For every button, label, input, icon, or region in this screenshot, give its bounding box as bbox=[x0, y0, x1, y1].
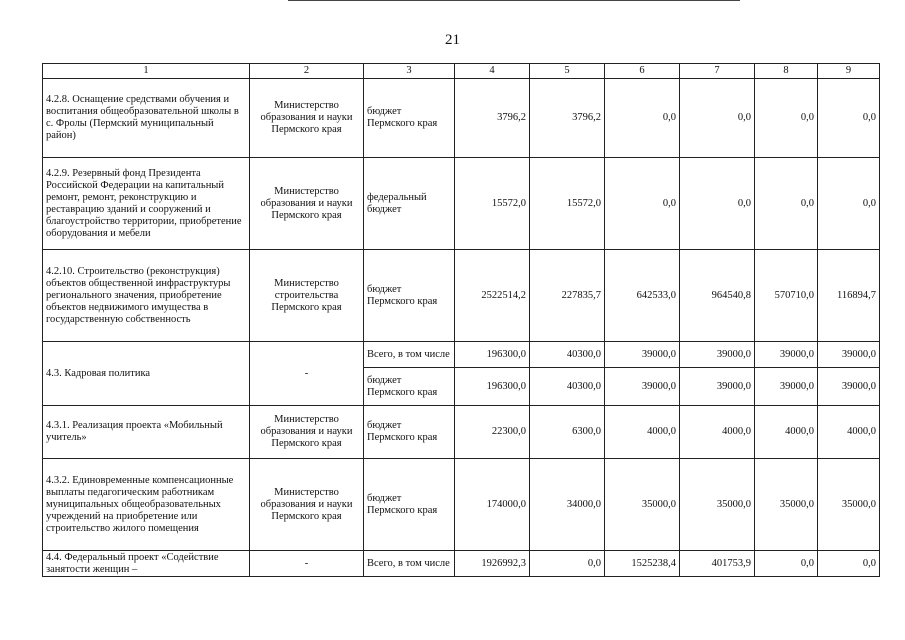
amount-cell: 116894,7 bbox=[818, 250, 880, 342]
amount-cell: 39000,0 bbox=[680, 342, 755, 368]
executor-cell: Министерство образования и науки Пермского края bbox=[250, 79, 364, 158]
amount-cell: 0,0 bbox=[605, 79, 680, 158]
measure-name: 4.4. Федеральный проект «Содействие занятости женщин – bbox=[43, 551, 250, 577]
amount-cell: 570710,0 bbox=[755, 250, 818, 342]
amount-cell: 4000,0 bbox=[755, 406, 818, 459]
amount-cell: 15572,0 bbox=[530, 158, 605, 250]
amount-cell: 6300,0 bbox=[530, 406, 605, 459]
table-row bbox=[43, 459, 880, 551]
table-row bbox=[43, 158, 880, 250]
funding-source-cell: бюджет Пермского края bbox=[364, 406, 455, 459]
top-rule bbox=[288, 0, 740, 1]
measure-name: 4.3.2. Единовременные компенсационные выплаты педагогическим работникам муниципальных общеобразовательных учреждений на приобретение или строительство жилого помещения bbox=[43, 459, 250, 551]
amount-cell: 39000,0 bbox=[680, 368, 755, 406]
column-number: 2 bbox=[250, 64, 364, 79]
amount-cell: 22300,0 bbox=[455, 406, 530, 459]
table-row bbox=[43, 406, 880, 459]
amount-cell: 40300,0 bbox=[530, 368, 605, 406]
table-row bbox=[43, 551, 880, 577]
amount-cell: 964540,8 bbox=[680, 250, 755, 342]
amount-cell: 39000,0 bbox=[818, 368, 880, 406]
column-number: 4 bbox=[455, 64, 530, 79]
amount-cell: 0,0 bbox=[755, 551, 818, 577]
amount-cell: 174000,0 bbox=[455, 459, 530, 551]
amount-cell: 4000,0 bbox=[818, 406, 880, 459]
executor-cell: Министерство образования и науки Пермского края bbox=[250, 158, 364, 250]
amount-cell: 401753,9 bbox=[680, 551, 755, 577]
amount-cell: 1525238,4 bbox=[605, 551, 680, 577]
amount-cell: 39000,0 bbox=[605, 342, 680, 368]
funding-source-cell: Всего, в том числе bbox=[364, 342, 455, 368]
amount-cell: 15572,0 bbox=[455, 158, 530, 250]
amount-cell: 40300,0 bbox=[530, 342, 605, 368]
amount-cell: 196300,0 bbox=[455, 342, 530, 368]
column-number: 9 bbox=[818, 64, 880, 79]
measure-name: 4.3.1. Реализация проекта «Мобильный учитель» bbox=[43, 406, 250, 459]
amount-cell: 0,0 bbox=[755, 79, 818, 158]
column-number: 5 bbox=[530, 64, 605, 79]
amount-cell: 0,0 bbox=[680, 158, 755, 250]
table-row bbox=[43, 342, 880, 368]
funding-source-cell: Всего, в том числе bbox=[364, 551, 455, 577]
amount-cell: 39000,0 bbox=[755, 342, 818, 368]
amount-cell: 2522514,2 bbox=[455, 250, 530, 342]
amount-cell: 39000,0 bbox=[755, 368, 818, 406]
amount-cell: 3796,2 bbox=[455, 79, 530, 158]
table-row bbox=[43, 250, 880, 342]
amount-cell: 227835,7 bbox=[530, 250, 605, 342]
column-number: 6 bbox=[605, 64, 680, 79]
column-number: 7 bbox=[680, 64, 755, 79]
measure-name: 4.2.8. Оснащение средствами обучения и воспитания общеобразовательной школы в с. Фролы (Пермский муниципальный район) bbox=[43, 79, 250, 158]
column-number: 1 bbox=[43, 64, 250, 79]
amount-cell: 4000,0 bbox=[680, 406, 755, 459]
amount-cell: 39000,0 bbox=[605, 368, 680, 406]
executor-cell: - bbox=[250, 342, 364, 406]
amount-cell: 35000,0 bbox=[755, 459, 818, 551]
measure-name: 4.2.9. Резервный фонд Президента Российской Федерации на капитальный ремонт, ремонт, реконструкцию и реставрацию зданий и сооружений и благоустройство территории, приобретение оборудования и мебели bbox=[43, 158, 250, 250]
funding-source-cell: федеральный бюджет bbox=[364, 158, 455, 250]
amount-cell: 0,0 bbox=[818, 79, 880, 158]
amount-cell: 0,0 bbox=[755, 158, 818, 250]
column-number: 8 bbox=[755, 64, 818, 79]
amount-cell: 0,0 bbox=[530, 551, 605, 577]
page-number: 21 bbox=[445, 32, 460, 48]
amount-cell: 35000,0 bbox=[605, 459, 680, 551]
amount-cell: 4000,0 bbox=[605, 406, 680, 459]
amount-cell: 1926992,3 bbox=[455, 551, 530, 577]
column-number: 3 bbox=[364, 64, 455, 79]
amount-cell: 642533,0 bbox=[605, 250, 680, 342]
amount-cell: 3796,2 bbox=[530, 79, 605, 158]
amount-cell: 196300,0 bbox=[455, 368, 530, 406]
executor-cell: Министерство образования и науки Пермского края bbox=[250, 406, 364, 459]
measure-name: 4.3. Кадровая политика bbox=[43, 342, 250, 406]
funding-source-cell: бюджет Пермского края bbox=[364, 250, 455, 342]
amount-cell: 35000,0 bbox=[680, 459, 755, 551]
funding-source-cell: бюджет Пермского края bbox=[364, 459, 455, 551]
executor-cell: Министерство образования и науки Пермского края bbox=[250, 459, 364, 551]
executor-cell: Министерство строительства Пермского края bbox=[250, 250, 364, 342]
amount-cell: 0,0 bbox=[680, 79, 755, 158]
amount-cell: 35000,0 bbox=[818, 459, 880, 551]
amount-cell: 0,0 bbox=[605, 158, 680, 250]
column-number-row bbox=[43, 64, 880, 79]
table-row bbox=[43, 79, 880, 158]
funding-source-cell: бюджет Пермского края bbox=[364, 79, 455, 158]
amount-cell: 39000,0 bbox=[818, 342, 880, 368]
amount-cell: 0,0 bbox=[818, 158, 880, 250]
measure-name: 4.2.10. Строительство (реконструкция) объектов общественной инфраструктуры регионального значения, приобретение объектов недвижимого имущества в государственную собственность bbox=[43, 250, 250, 342]
amount-cell: 34000,0 bbox=[530, 459, 605, 551]
budget-table bbox=[42, 63, 880, 577]
amount-cell: 0,0 bbox=[818, 551, 880, 577]
executor-cell: - bbox=[250, 551, 364, 577]
funding-source-cell: бюджет Пермского края bbox=[364, 368, 455, 406]
